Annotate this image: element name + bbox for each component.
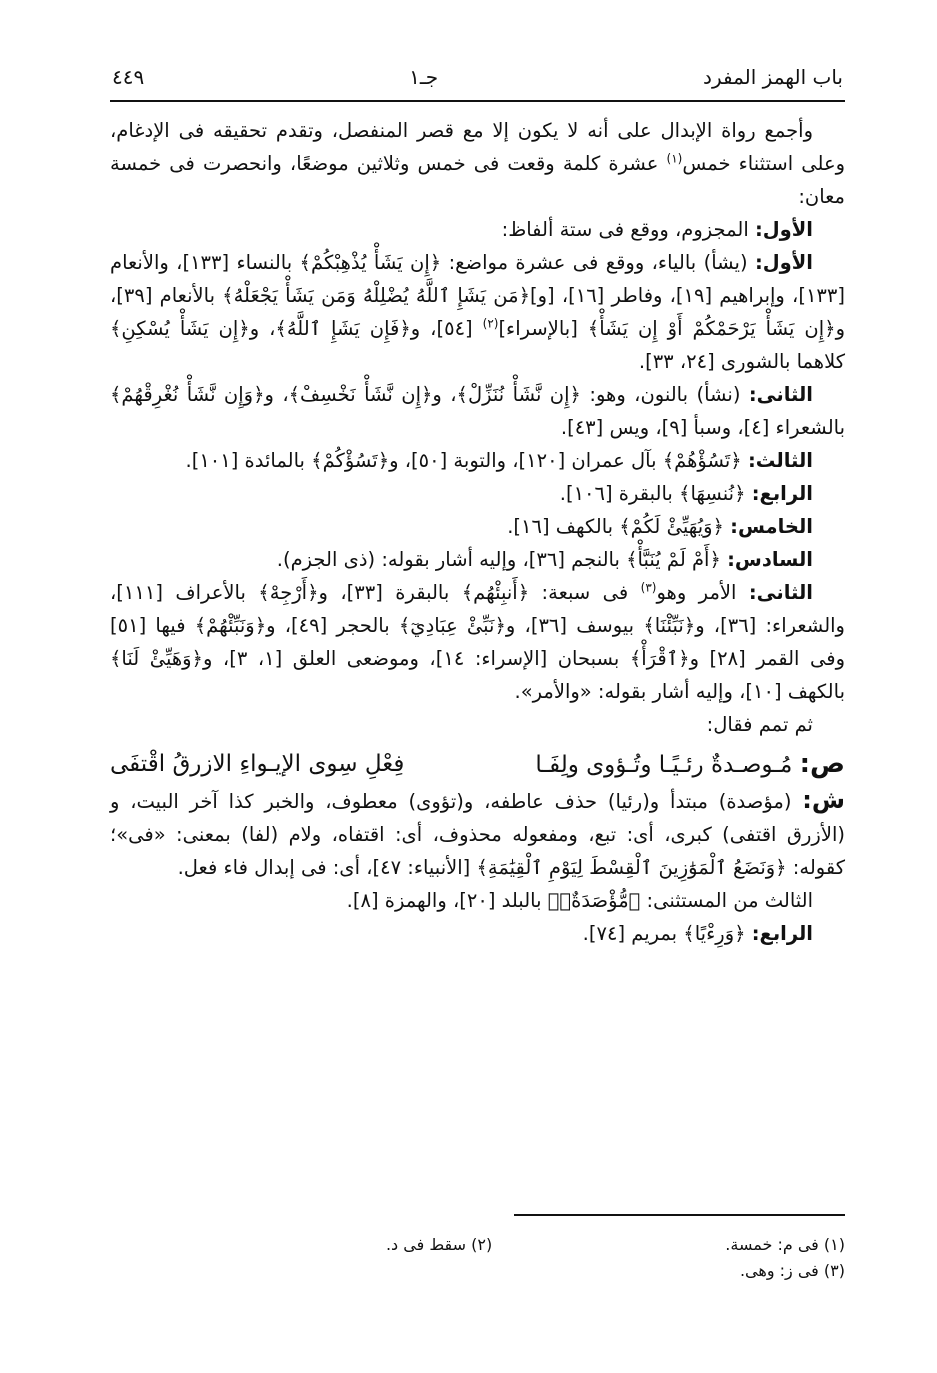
paragraph-3-text: (يشأ) بالياء، ووقع فى عشرة مواضع: ﴿إِن يَشَأْ يُذْهِبْكُمْ﴾ بالنساء [١٣٣]، والأنعام [١٣٣]، وإبراهيم [١٩]، وفاطر [١٦]، [و]﴿مَن يَشَإِ ٱللَّهُ يُضْلِلْهُ وَمَن يَشَأْ يَجْعَلْهُ﴾ بالأنعام [٣٩]، و﴿إِن يَشَأْ يَرْحَمْكُمْ أَوْ إِن يَشَأْ﴾ [بالإسراء] bbox=[110, 251, 845, 340]
paragraph-7-text: ﴿وَيُهَيِّئْ لَكُمْ﴾ بالكهف [١٦]. bbox=[507, 515, 731, 538]
paragraph-11-text: (مؤصدة) مبتدأ و(رئيا) حذف عاطفه، و(تؤوى) معطوف، والخبر كذا آخر البيت، و (الأزرق اقتفى) كبرى، أى: تبع، ومفعوله محذوف، أى: اقتفاه، ولام (لفا) بمعنى: «فى»؛ كقوله: ﴿وَنَضَعُ ٱلْمَوَٰزِينَ ٱلْقِسْطَ لِيَوْمِ ٱلْقِيَٰمَةِ﴾ [الأنبياء: ٤٧]، أى: فى إبدال فاء فعل. bbox=[110, 790, 845, 879]
paragraph-8 bbox=[110, 543, 845, 576]
commentary-mark: ش: bbox=[802, 786, 845, 814]
paragraph-3-text-cont: [٥٤]، و﴿فَإِن يَشَإِ ٱللَّهُ﴾، و﴿إِن يَشَأْ يُسْكِنِ﴾ كلاهما بالشورى [٢٤، ٣٣]. bbox=[110, 317, 845, 373]
paragraph-12-text: الثالث من المستثنى: ﴿مُّؤْصَدَةٌۢ﴾ بالبلد [٢٠]، والهمزة [٨]. bbox=[346, 889, 813, 912]
volume-label: جـ١ bbox=[409, 65, 439, 89]
page-number: ٤٤٩ bbox=[112, 65, 145, 89]
section-label: الثالث: bbox=[747, 449, 813, 472]
paragraph-5-text: ﴿تَسُؤْهُمْ﴾ بآل عمران [١٢٠]، والتوبة [٥٠]، و﴿تَسُؤْكُمْ﴾ بالمائدة [١٠١]. bbox=[185, 449, 748, 472]
footnote-row bbox=[110, 1258, 845, 1284]
footnote-1: (١) فى م: خمسة. bbox=[725, 1235, 845, 1254]
footnote-rule bbox=[514, 1214, 845, 1216]
section-label: الثانى: bbox=[748, 581, 813, 604]
paragraph-3 bbox=[110, 246, 845, 378]
paragraph-7 bbox=[110, 510, 845, 543]
paragraph-1 bbox=[110, 114, 845, 213]
paragraph-5 bbox=[110, 444, 845, 477]
paragraph-2-text: المجزوم، ووقع فى ستة ألفاظ: bbox=[501, 218, 755, 241]
verse-mark: ص: bbox=[799, 749, 845, 779]
paragraph-10-text: ثم تمم فقال: bbox=[706, 713, 813, 736]
paragraph-10 bbox=[110, 708, 845, 741]
verse-hemistich-1: مُـوصـدةٌ رئـيًـا وتُـؤوى ولِفَـا bbox=[535, 752, 793, 778]
footnote-ref-1: (١) bbox=[666, 151, 683, 166]
paragraph-9-text: الأمر وهو bbox=[656, 581, 749, 604]
paragraph-12 bbox=[110, 884, 845, 917]
paragraph-13 bbox=[110, 917, 845, 950]
paragraph-4-text: (نشأ) بالنون، وهو: ﴿إِن نَّشَأْ نُنَزِّلْ﴾، و﴿إِن نَّشَأْ نَخْسِفْ﴾، و﴿وَإِن نَّشَأْ نُغْرِقْهُمْ﴾ بالشعراء [٤]، وسبأ [٩]، ويس [٤٣]. bbox=[110, 383, 845, 439]
footnote-ref-3: (٣) bbox=[640, 580, 657, 595]
paragraph-9 bbox=[110, 576, 845, 708]
running-header bbox=[112, 62, 843, 92]
footnote-row bbox=[110, 1232, 845, 1258]
paragraph-2 bbox=[110, 213, 845, 246]
paragraph-1-text-cont: عشرة كلمة وقعت فى خمس وثلاثين موضعًا، وانحصرت فى خمسة معان: bbox=[110, 152, 845, 208]
section-label: الأول: bbox=[754, 218, 813, 241]
paragraph-8-text: ﴿أَمْ لَمْ يُنَبَّأْ﴾ بالنجم [٣٦]، وإليه أشار بقوله: (ذى الجزم). bbox=[276, 548, 728, 571]
section-label: الخامس: bbox=[730, 515, 813, 538]
header-rule bbox=[110, 100, 845, 102]
main-text bbox=[110, 114, 845, 950]
paragraph-6 bbox=[110, 477, 845, 510]
section-label: الثانى: bbox=[748, 383, 813, 406]
paragraph-9-text-cont: فى سبعة: ﴿أَنبِئْهُم﴾ بالبقرة [٣٣]، و﴿أَرْجِهْ﴾ بالأعراف [١١١]، والشعراء: [٣٦]، و﴿نَبِّئْنَا﴾ بيوسف [٣٦]، و﴿نَبِّئْ عِبَادِيٓ﴾ بالحجر [٤٩]، و﴿وَنَبِّئْهُمْ﴾ فيها [٥١] وفى القمر [٢٨] و﴿ٱقْرَأْ﴾ بسبحان [الإسراء: ١٤]، وموضعى العلق [١، ٣]، و﴿وَهَيِّئْ لَنَا﴾ بالكهف [١٠]، وإليه أشار بقوله: «والأمر». bbox=[110, 581, 845, 703]
paragraph-4 bbox=[110, 378, 845, 444]
paragraph-6-text: ﴿نُنسِهَا﴾ بالبقرة [١٠٦]. bbox=[559, 482, 752, 505]
footnote-2: (٢) سقط فى د. bbox=[385, 1235, 493, 1254]
verse-hemistich-2: فِعْلِ سِوى الإيـواءِ الازرقُ اقْتفَى bbox=[110, 751, 405, 777]
paragraph-11 bbox=[110, 784, 845, 884]
footnote-3: (٣) فى ز: وهى. bbox=[739, 1261, 845, 1280]
section-label: السادس: bbox=[727, 548, 813, 571]
poem-verse bbox=[110, 745, 845, 784]
footnote-ref-2: (٢) bbox=[482, 316, 499, 331]
paragraph-1-text: وأجمع رواة الإبدال على أنه لا يكون إلا مع قصر المنفصل، وتقدم تحقيقه فى الإدغام، وعلى استثناء خمس bbox=[110, 119, 845, 175]
chapter-title: باب الهمز المفرد bbox=[703, 65, 843, 89]
section-label: الرابع: bbox=[751, 482, 813, 505]
section-label: الأول: bbox=[754, 251, 813, 274]
paragraph-13-text: ﴿وَرِءْيًا﴾ بمريم [٧٤]. bbox=[582, 922, 752, 945]
footnotes bbox=[110, 1232, 845, 1284]
section-label: الرابع: bbox=[751, 922, 813, 945]
